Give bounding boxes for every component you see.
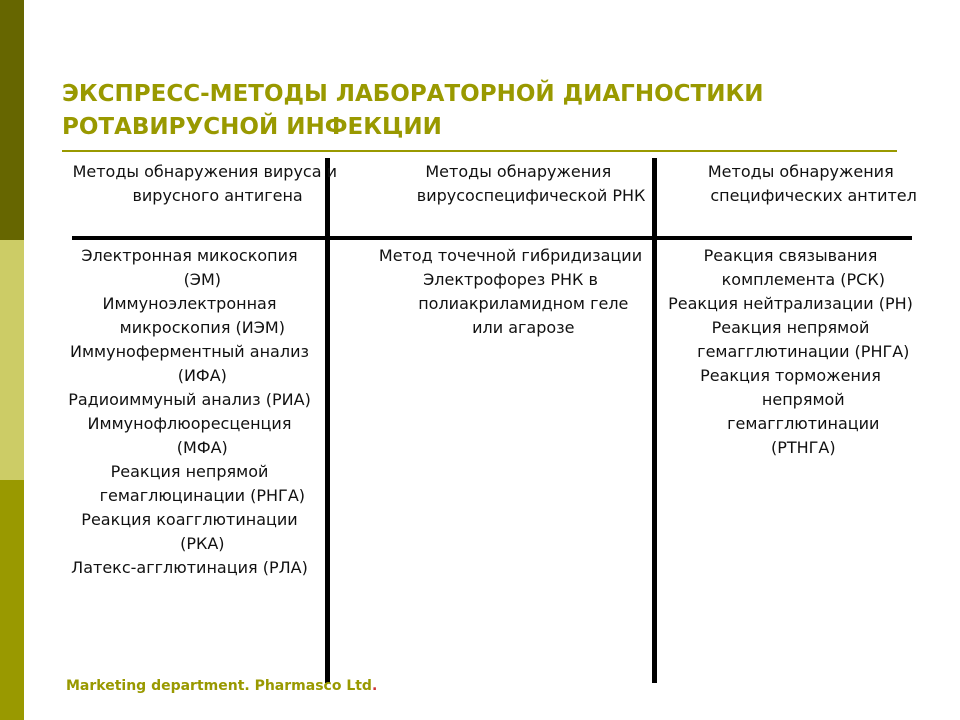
title-underline	[62, 150, 897, 152]
list-item: Реакция коагглютинации (РКА)	[81, 510, 298, 553]
side-bar-light	[0, 240, 24, 480]
side-bar-olive	[0, 480, 24, 720]
list-item: Радиоиммуный анализ (РИА)	[68, 390, 311, 409]
column-header-antibodies: Методы обнаружения специфических антител	[707, 162, 917, 205]
methods-list-virus-antigen	[62, 244, 317, 580]
list-item: Электронная микоскопия (ЭМ)	[81, 246, 298, 289]
footer-text: Marketing department. Pharmasco Ltd	[66, 678, 372, 694]
list-item: Латекс-агглютинация (РЛА)	[71, 558, 308, 577]
list-item: Реакция непрямой гемаглюцинации (РНГА)	[99, 462, 305, 505]
list-item: Реакция торможения непрямой гемагглютинации (РТНГА)	[700, 366, 881, 457]
column-header-virus-antigen: Методы обнаружения вируса и вирусного антигена	[72, 162, 338, 205]
list-item: Реакция нейтрализации (РН)	[668, 294, 913, 313]
column-header-rna: Методы обнаружения вирусоспецифической РНК	[416, 162, 646, 205]
side-bar-dark	[0, 0, 24, 240]
methods-list-antibodies	[668, 244, 913, 460]
list-item: Реакция непрямой гемагглютинации (РНГА)	[697, 318, 910, 361]
methods-list-rna	[378, 244, 643, 340]
list-item: Иммуноэлектронная микроскопия (ИЭМ)	[102, 294, 285, 337]
list-item: Иммунофлюоресценция (МФА)	[87, 414, 292, 457]
header-divider	[72, 236, 912, 240]
list-item: Электрофорез РНК в полиакриламидном геле или агарозе	[418, 270, 629, 337]
list-item: Метод точечной гибридизации	[378, 246, 643, 265]
list-item: Реакция связывания комплемента (РСК)	[703, 246, 885, 289]
slide-title: ЭКСПРЕСС-МЕТОДЫ ЛАБОРАТОРНОЙ ДИАГНОСТИКИ РОТАВИРУСНОЙ ИНФЕКЦИИ	[62, 81, 764, 140]
footer-dot: .	[371, 678, 378, 694]
footer-credit	[66, 678, 377, 694]
list-item: Иммуноферментный анализ (ИФА)	[70, 342, 309, 385]
